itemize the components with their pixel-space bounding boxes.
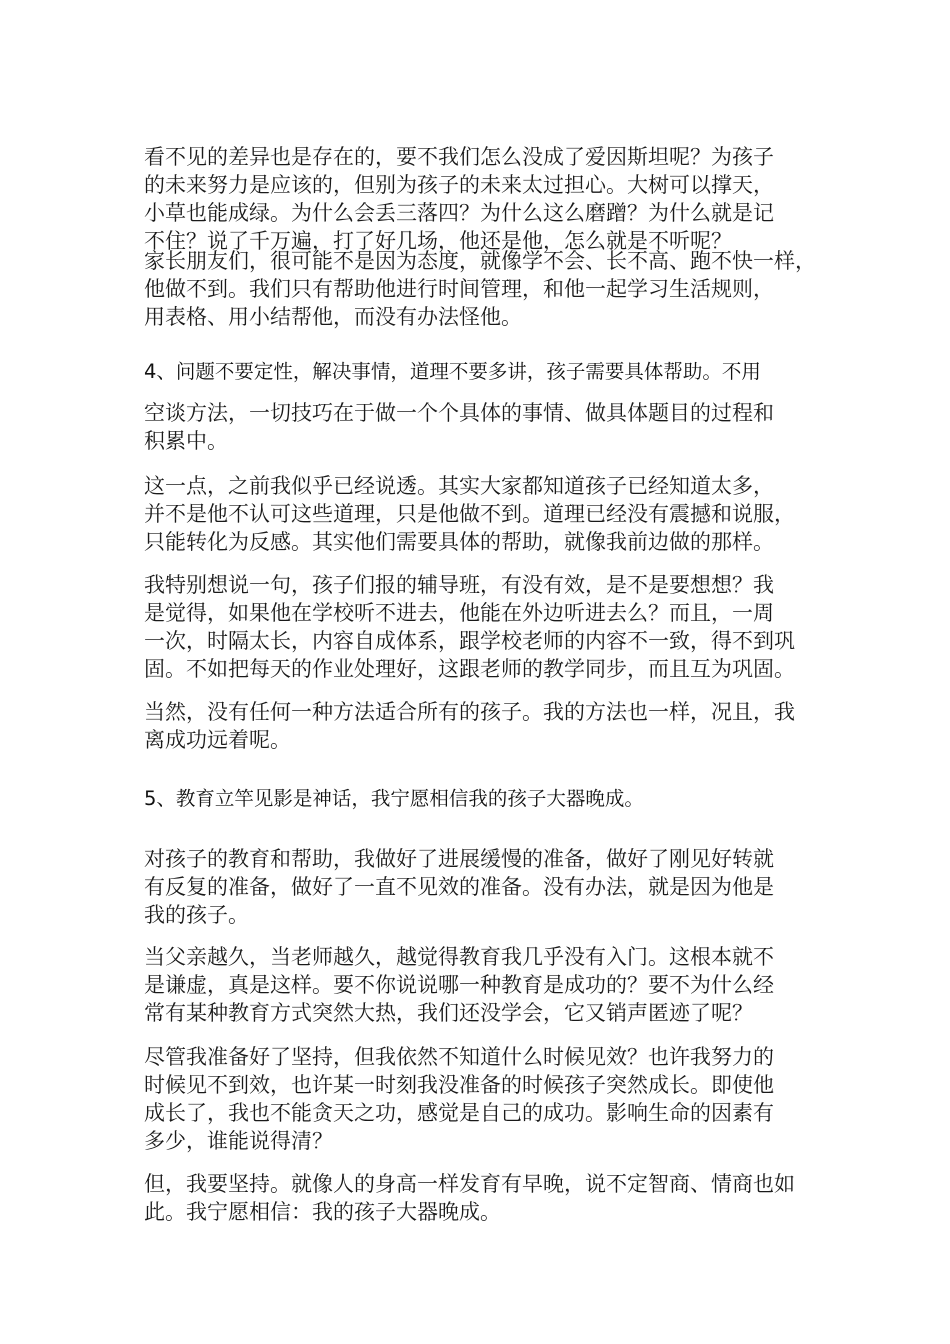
- text-line: 当父亲越久，当老师越久，越觉得教育我几乎没有入门。这根本就不: [144, 945, 774, 969]
- text-line: 这一点，之前我似乎已经说透。其实大家都知道孩子已经知道太多，: [144, 474, 774, 498]
- text-line: 成长了，我也不能贪天之功，感觉是自己的成功。影响生命的因素有: [144, 1101, 774, 1125]
- text-line: 家长朋友们，很可能不是因为态度，就像学不会、长不高、跑不快一样，: [144, 249, 816, 273]
- text-line: 此。我宁愿相信：我的孩子大器晚成。: [144, 1200, 501, 1224]
- section-heading: 4、问题不要定性，解决事情，道理不要多讲，孩子需要具体帮助。不用: [144, 360, 761, 383]
- text-line: 空谈方法，一切技巧在于做一个个具体的事情、做具体题目的过程和: [144, 401, 774, 425]
- section-heading: 5、教育立竿见影是神话，我宁愿相信我的孩子大器晚成。: [144, 787, 644, 810]
- text-line: 常有某种教育方式突然大热，我们还没学会，它又销声匿迹了呢？: [144, 1001, 753, 1025]
- text-line: 看不见的差异也是存在的，要不我们怎么没成了爱因斯坦呢？为孩子: [144, 145, 774, 169]
- text-line: 积累中。: [144, 429, 228, 453]
- text-line: 尽管我准备好了坚持，但我依然不知道什么时候见效？也许我努力的: [144, 1045, 774, 1069]
- text-line: 只能转化为反感。其实他们需要具体的帮助，就像我前边做的那样。: [144, 530, 774, 554]
- text-line: 固。不如把每天的作业处理好，这跟老师的教学同步，而且互为巩固。: [144, 657, 795, 681]
- text-line: 我的孩子。: [144, 903, 249, 927]
- text-line: 小草也能成绿。为什么会丢三落四？为什么这么磨蹭？为什么就是记: [144, 201, 774, 225]
- text-line: 对孩子的教育和帮助，我做好了进展缓慢的准备，做好了刚见好转就: [144, 847, 774, 871]
- text-line: 并不是他不认可这些道理，只是他做不到。道理已经没有震撼和说服，: [144, 502, 795, 526]
- text-line: 时候见不到效，也许某一时刻我没准备的时候孩子突然成长。即使他: [144, 1073, 774, 1097]
- text-line: 离成功远着呢。: [144, 728, 291, 752]
- text-line: 但，我要坚持。就像人的身高一样发育有早晚，说不定智商、情商也如: [144, 1172, 795, 1196]
- text-line: 有反复的准备，做好了一直不见效的准备。没有办法，就是因为他是: [144, 875, 774, 899]
- text-line: 当然，没有任何一种方法适合所有的孩子。我的方法也一样，况且，我: [144, 700, 795, 724]
- text-line: 一次，时隔太长，内容自成体系，跟学校老师的内容不一致，得不到巩: [144, 629, 795, 653]
- text-line: 不住？说了千万遍，打了好几场，他还是他，怎么就是不听呢？: [144, 229, 732, 253]
- text-line: 他做不到。我们只有帮助他进行时间管理，和他一起学习生活规则，: [144, 277, 774, 301]
- text-line: 是觉得，如果他在学校听不进去，他能在外边听进去么？而且，一周: [144, 601, 774, 625]
- text-line: 用表格、用小结帮他，而没有办法怪他。: [144, 305, 522, 329]
- text-line: 是谦虚，真是这样。要不你说说哪一种教育是成功的？要不为什么经: [144, 973, 774, 997]
- text-line: 的未来努力是应该的，但别为孩子的未来太过担心。大树可以撑天，: [144, 173, 774, 197]
- text-line: 多少，谁能说得清？: [144, 1129, 333, 1153]
- text-line: 我特别想说一句，孩子们报的辅导班，有没有效，是不是要想想？我: [144, 573, 774, 597]
